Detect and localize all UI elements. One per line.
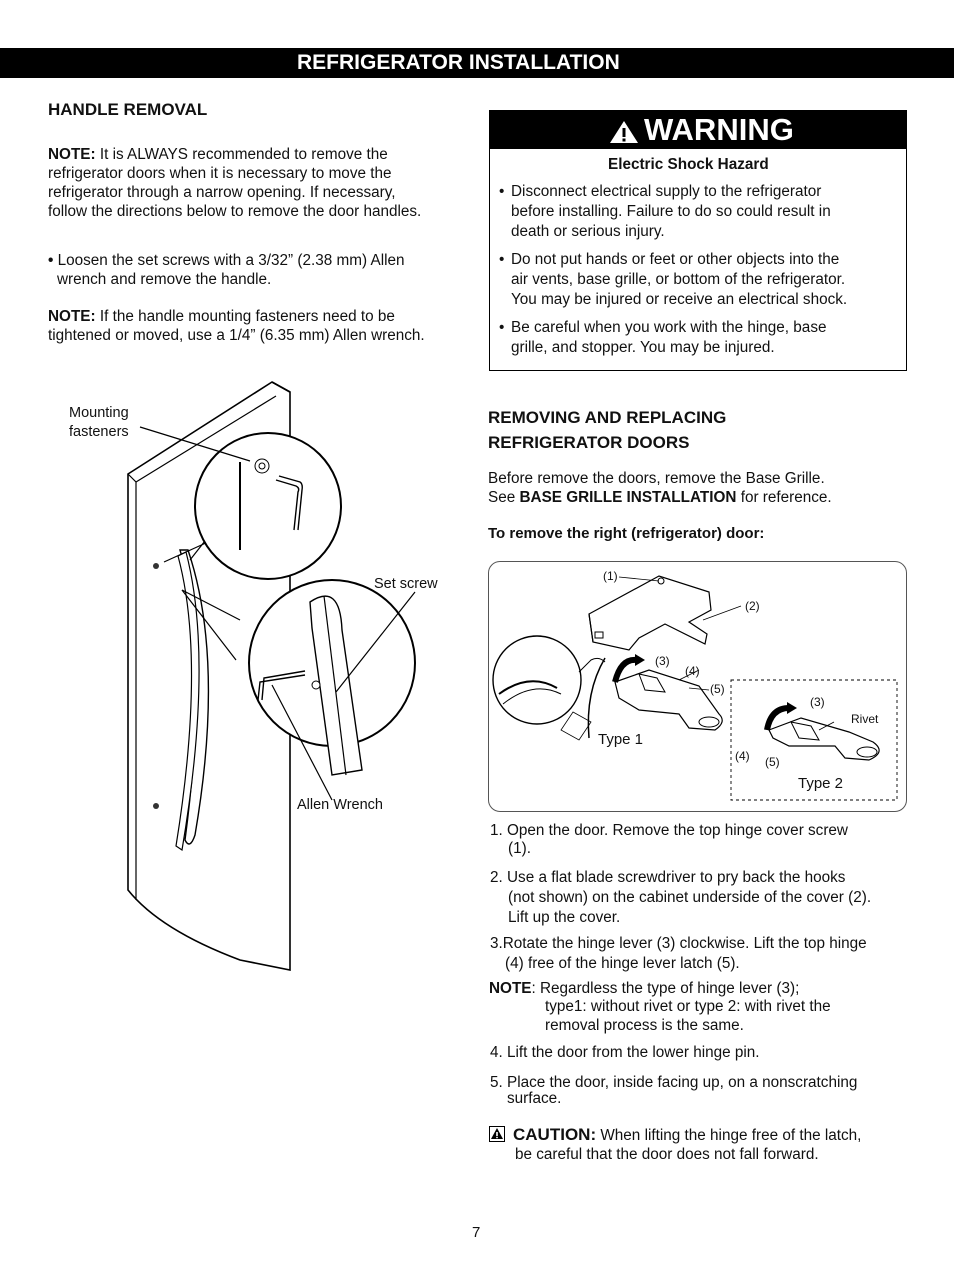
callout-4-type2: (4) [735, 749, 750, 763]
caution-text: be careful that the door does not fall forward. [515, 1146, 819, 1163]
handle-removal-illustration [40, 370, 470, 990]
handle-bullet [48, 251, 468, 289]
section-banner [0, 48, 954, 78]
bullet-mark: • [499, 183, 505, 200]
step-note-text: removal process is the same. [545, 1017, 744, 1034]
callout-3-type2: (3) [810, 695, 825, 709]
callout-5: (5) [710, 682, 725, 696]
section-title: REFRIGERATOR INSTALLATION [297, 51, 620, 74]
doors-intro [488, 469, 908, 507]
intro-text: for reference. [736, 489, 832, 506]
note-text: It is ALWAYS recommended to remove the [95, 146, 388, 163]
doors-heading [488, 405, 726, 455]
warning-text: air vents, base grille, or bottom of the refrigerator. [511, 271, 846, 288]
hinge-figure [488, 561, 907, 812]
bullet-mark: • [499, 319, 505, 336]
intro-reference: BASE GRILLE INSTALLATION [519, 489, 737, 506]
type-2-label: Type 2 [798, 775, 844, 792]
rivet-label: Rivet [851, 712, 879, 726]
allen-wrench-label: Allen Wrench [297, 797, 383, 813]
bullet-mark: • [48, 252, 54, 269]
callout-3: (3) [655, 654, 670, 668]
warning-box [489, 110, 907, 371]
note-label: NOTE: [48, 146, 96, 163]
note-text: refrigerator doors when it is necessary to move the [48, 165, 392, 182]
page-number: 7 [472, 1224, 481, 1241]
bullet-mark: • [499, 251, 505, 268]
fasteners-label: fasteners [69, 424, 129, 440]
callout-2: (2) [745, 599, 760, 613]
caution-text: When lifting the hinge free of the latch, [596, 1127, 862, 1144]
warning-triangle-icon [608, 119, 640, 145]
note-text: If the handle mounting fasteners need to be [95, 308, 395, 325]
step-2-cont: Lift up the cover. [508, 909, 621, 926]
step-note-label: NOTE [489, 980, 532, 997]
type-1-label: Type 1 [598, 731, 644, 748]
warning-text: Disconnect electrical supply to the refrigerator [511, 183, 822, 200]
caution-label: CAUTION: [513, 1125, 597, 1144]
caution-icon [489, 1126, 505, 1142]
step-5: 5. Place the door, inside facing up, on a nonscratching [490, 1074, 858, 1091]
step-note-text: type1: without rivet or type 2: with rivet the [545, 998, 831, 1015]
note-text: follow the directions below to remove the door handles. [48, 203, 422, 220]
note-text: refrigerator through a narrow opening. If necessary, [48, 184, 396, 201]
step-note-text: : Regardless the type of hinge lever (3); [531, 980, 800, 997]
hinge-drawing [489, 562, 906, 811]
warning-title: WARNING [644, 112, 794, 147]
step-2: 2. Use a flat blade screwdriver to pry back the hooks [490, 869, 846, 886]
step-4: 4. Lift the door from the lower hinge pin. [490, 1044, 760, 1061]
step-3: 3.Rotate the hinge lever (3) clockwise. Lift the top hinge [490, 935, 867, 952]
warning-text: death or serious injury. [511, 223, 665, 240]
warning-item [499, 318, 827, 358]
intro-text: Before remove the doors, remove the Base Grille. [488, 470, 825, 487]
note-1 [48, 145, 468, 221]
bullet-text: Loosen the set screws with a 3/32” (2.38 mm) Allen [53, 252, 405, 269]
step-1-cont: (1). [508, 840, 531, 857]
handle-removal-heading: HANDLE REMOVAL [48, 100, 208, 119]
warning-text: Be careful when you work with the hinge, base [511, 319, 827, 336]
step-1: 1. Open the door. Remove the top hinge cover screw [490, 822, 848, 839]
mounting-label: Mounting [69, 405, 129, 421]
warning-text: You may be injured or receive an electrical shock. [511, 291, 848, 308]
doors-heading-line: REFRIGERATOR DOORS [488, 433, 690, 452]
callout-1: (1) [603, 569, 618, 583]
step-5-cont: surface. [507, 1090, 562, 1107]
note-text: tightened or moved, use a 1/4” (6.35 mm) Allen wrench. [48, 327, 425, 344]
step-2-cont: (not shown) on the cabinet underside of the cover (2). [508, 889, 872, 906]
intro-text: See [488, 489, 520, 506]
warning-item [499, 182, 831, 242]
note-label: NOTE: [48, 308, 96, 325]
callout-5-type2: (5) [765, 755, 780, 769]
remove-door-subhead: To remove the right (refrigerator) door: [488, 525, 765, 542]
note-2 [48, 307, 468, 345]
bullet-text: wrench and remove the handle. [57, 271, 272, 288]
step-3-cont: (4) free of the hinge lever latch (5). [505, 955, 740, 972]
doors-heading-line: REMOVING AND REPLACING [488, 408, 727, 427]
warning-text: Do not put hands or feet or other objects into the [511, 251, 840, 268]
warning-header [490, 111, 906, 149]
warning-text: before installing. Failure to do so could result in [511, 203, 831, 220]
warning-text: grille, and stopper. You may be injured. [511, 339, 775, 356]
set-screw-label: Set screw [374, 576, 438, 592]
callout-4: (4) [685, 664, 700, 678]
warning-subtitle: Electric Shock Hazard [608, 156, 769, 173]
warning-item [499, 250, 848, 310]
